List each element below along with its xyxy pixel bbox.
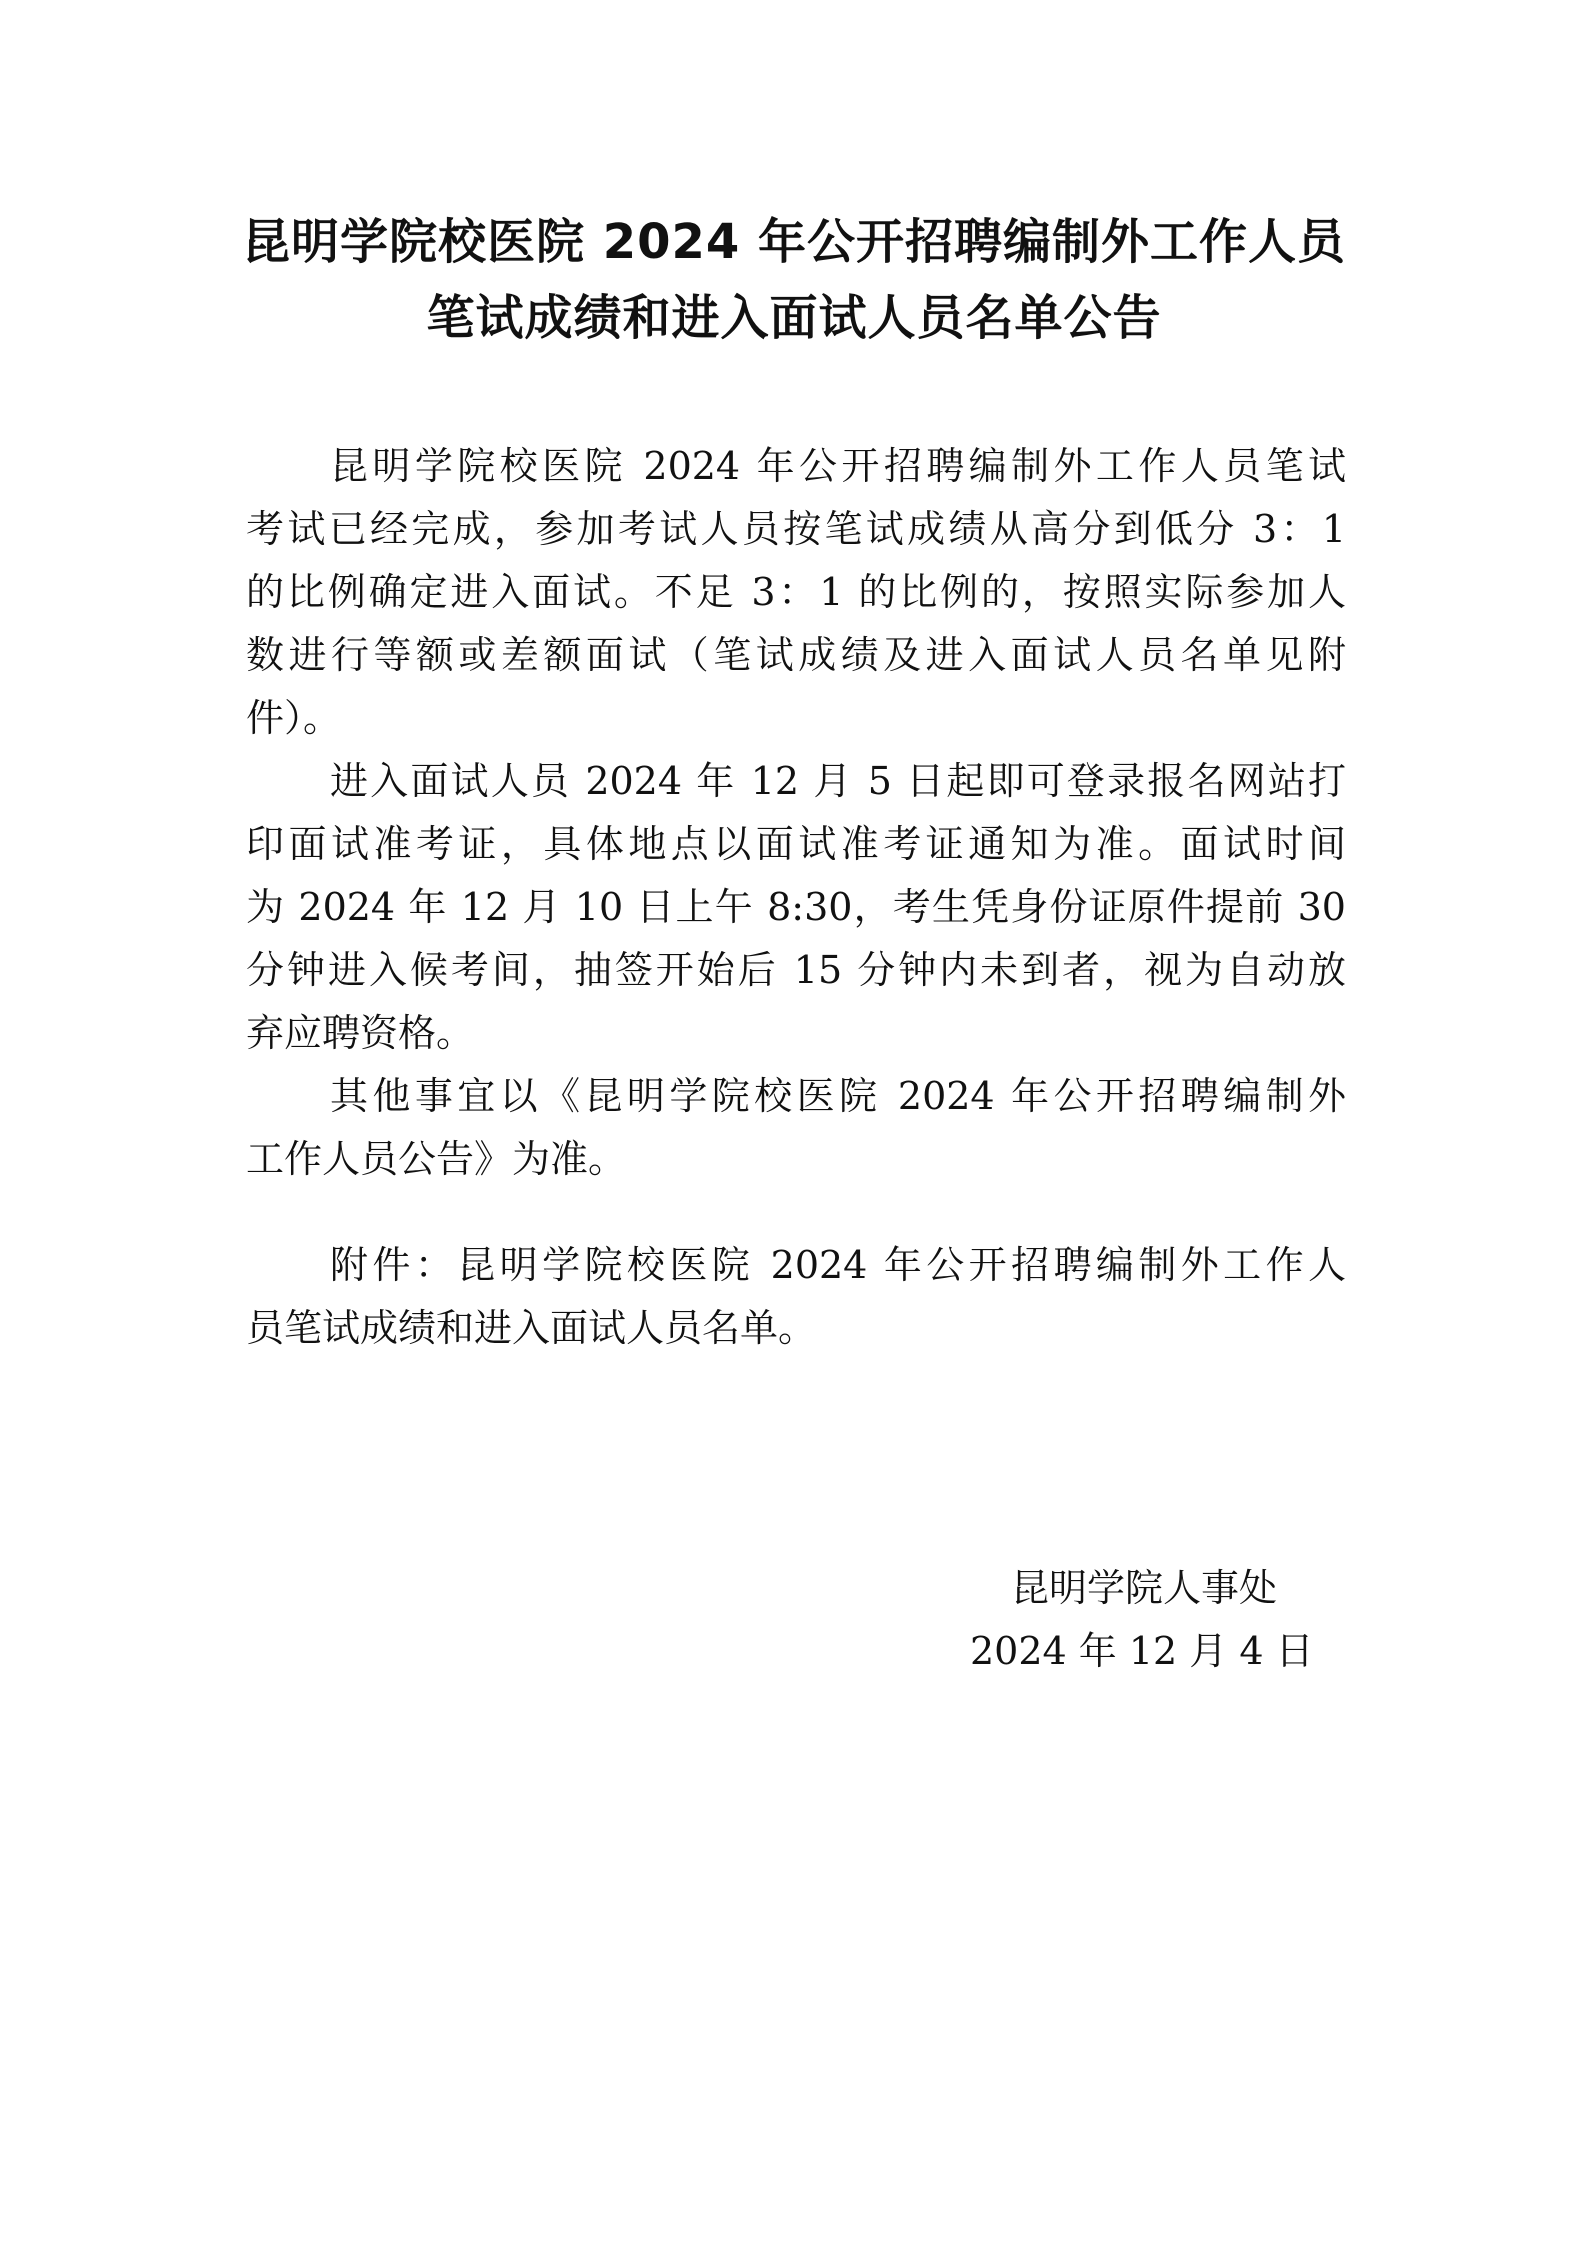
issuer-name: 昆明学院人事处 [1011,1566,1278,1610]
paragraph-line: 件）。 [246,696,342,740]
document-title-line-2: 笔试成绩和进入面试人员名单公告 [426,290,1162,346]
paragraph-line: 考试已经完成，参加考试人员按笔试成绩从高分到低分 3：1 [246,507,1346,551]
paragraph-line: 进入面试人员 2024 年 12 月 5 日起即可登录报名网站打 [330,759,1346,803]
document-title-line-1: 昆明学院校医院 2024 年公开招聘编制外工作人员 [241,214,1347,270]
paragraph-line: 的比例确定进入面试。不足 3：1 的比例的，按照实际参加人 [246,570,1346,614]
paragraph-line: 印面试准考证，具体地点以面试准考证通知为准。面试时间 [246,822,1346,866]
paragraph-line: 工作人员公告》为准。 [246,1137,627,1181]
paragraph-line: 为 2024 年 12 月 10 日上午 8:30，考生凭身份证原件提前 30 [246,885,1346,929]
paragraph-line: 分钟进入候考间，抽签开始后 15 分钟内未到者，视为自动放 [246,948,1346,992]
issue-date: 2024 年 12 月 4 日 [970,1629,1314,1673]
paragraph-line: 数进行等额或差额面试（笔试成绩及进入面试人员名单见附 [246,633,1346,677]
paragraph-line: 员笔试成绩和进入面试人员名单。 [246,1306,817,1350]
paragraph-line: 其他事宜以《昆明学院校医院 2024 年公开招聘编制外 [330,1074,1346,1118]
paragraph-line: 昆明学院校医院 2024 年公开招聘编制外工作人员笔试 [330,444,1346,488]
paragraph-line: 弃应聘资格。 [246,1011,475,1055]
paragraph-line: 附件：昆明学院校医院 2024 年公开招聘编制外工作人 [330,1243,1346,1287]
